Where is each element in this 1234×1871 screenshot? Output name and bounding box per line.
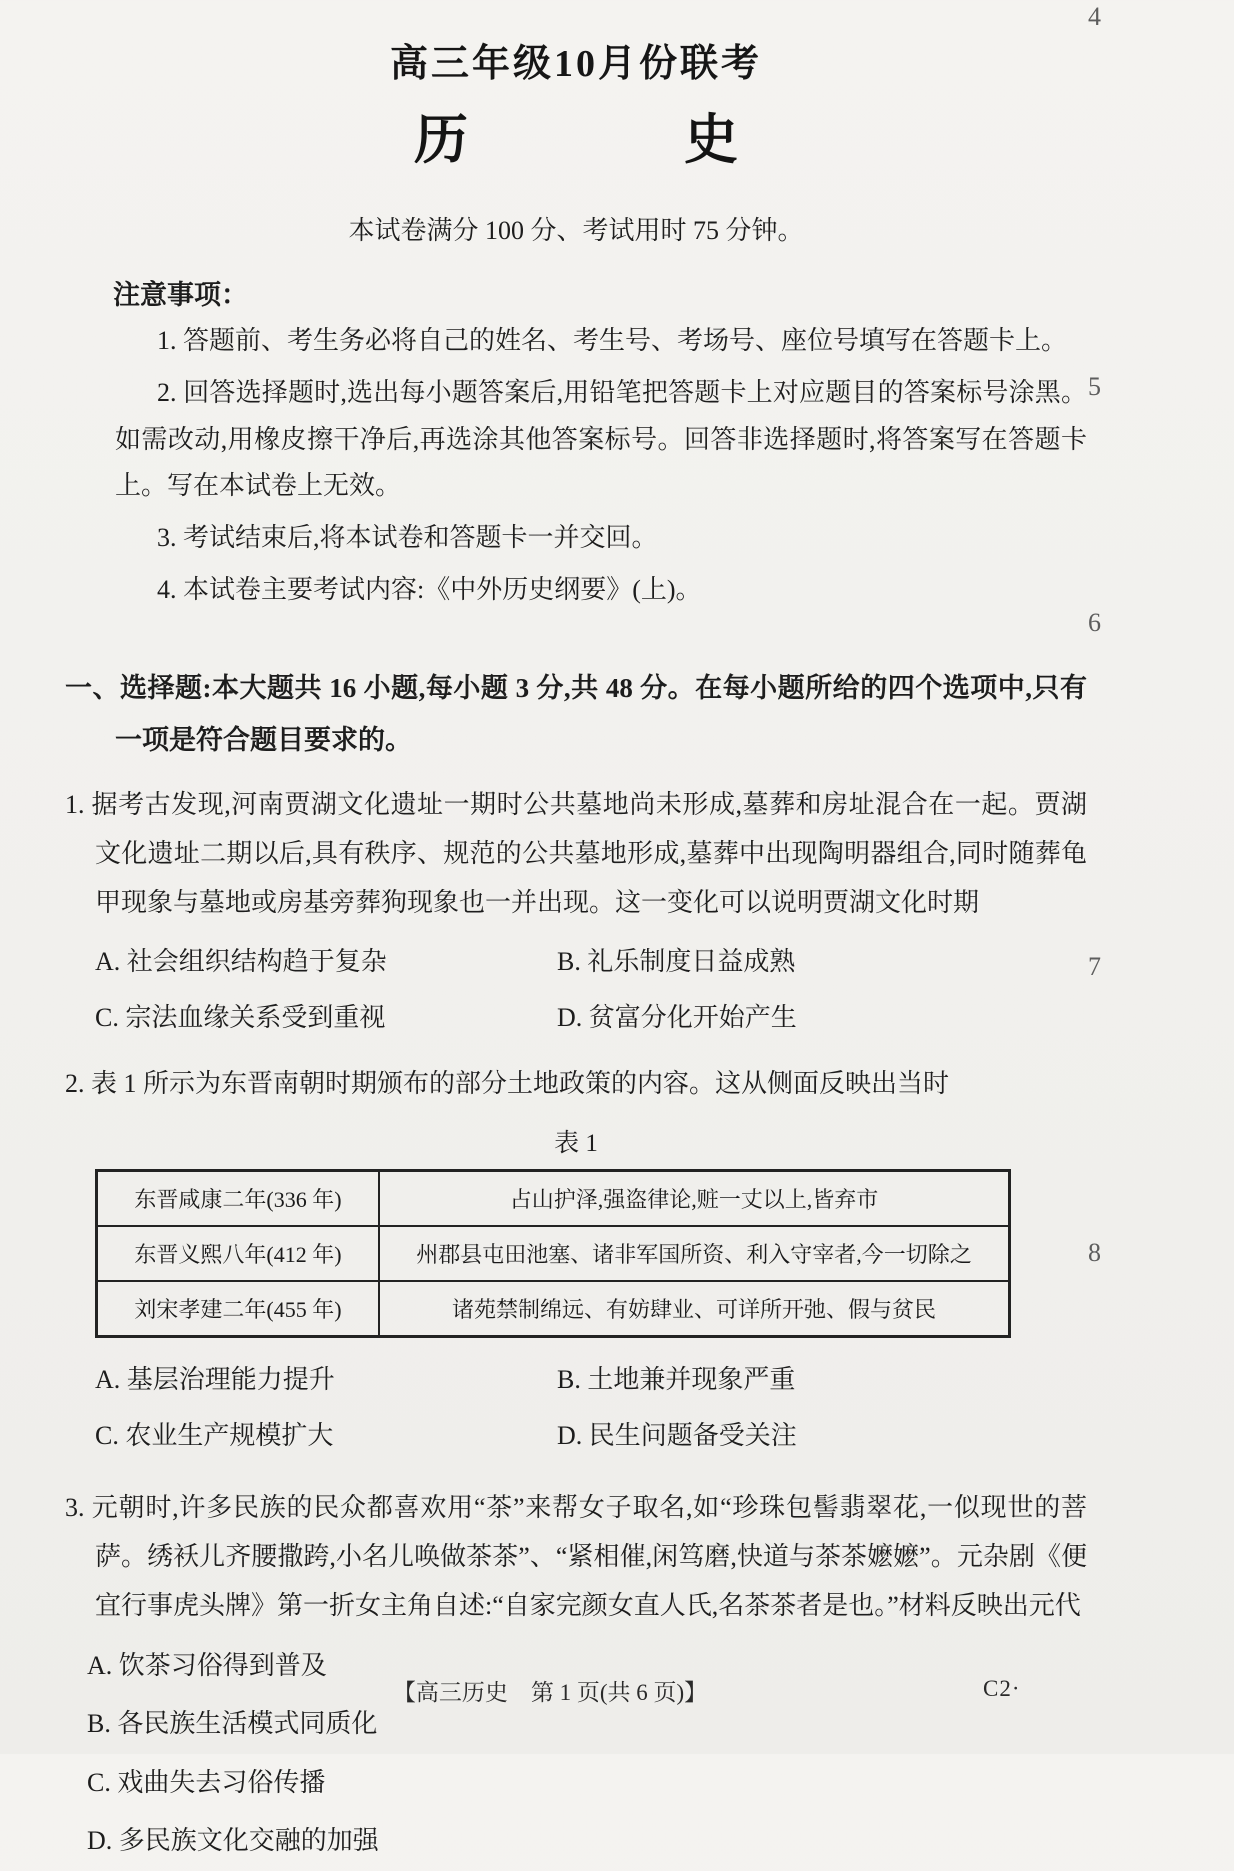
- option-b: B. 各民族生活模式同质化: [87, 1709, 378, 1739]
- option-b: B. 土地兼并现象严重: [557, 1364, 796, 1394]
- question-1: [65, 781, 1087, 1046]
- notice-item-3: 3. 考试结束后,将本试卷和答题卡一并交回。: [157, 523, 658, 553]
- notice-item-2: 2. 回答选择题时,选出每小题答案后,用铅笔把答题卡上对应题目的答案标号涂黑。如需改动,用橡皮擦干净后,再选涂其他答案标号。回答非选择题时,将答案写在答题卡上。写在本试卷上无效。: [115, 378, 1087, 500]
- page-content: [65, 0, 1087, 1871]
- option-c: C. 宗法血缘关系受到重视: [95, 1002, 386, 1032]
- option-d: D. 贫富分化开始产生: [557, 1002, 797, 1032]
- table-row: [97, 1281, 1010, 1337]
- table-cell-year: 东晋义熙八年(412 年): [97, 1226, 380, 1281]
- margin-number: 6: [1088, 608, 1101, 637]
- table-cell-year: 刘宋孝建二年(455 年): [97, 1281, 380, 1337]
- option-c: C. 戏曲失去习俗传播: [87, 1767, 326, 1797]
- question-1-text: 1. 据考古发现,河南贾湖文化遗址一期时公共墓地尚未形成,墓葬和房址混合在一起。贾湖文化遗址二期以后,具有秩序、规范的公共墓地形成,墓葬中出现陶明器组合,同时随葬龟甲现象与墓地或房基旁葬狗现象也一并出现。这一变化可以说明贾湖文化时期: [65, 789, 1087, 917]
- notice-item-4: 4. 本试卷主要考试内容:《中外历史纲要》(上)。: [157, 575, 702, 605]
- footer-page-info: 【高三历史 第 1 页(共 6 页)】: [392, 1680, 708, 1705]
- option-d: D. 多民族文化交融的加强: [87, 1826, 379, 1856]
- table-cell-policy: 州郡县屯田池塞、诸非军国所资、利入守宰者,今一切除之: [379, 1226, 1010, 1281]
- table-cell-policy: 占山护泽,强盗律论,赃一丈以上,皆弃市: [379, 1170, 1010, 1226]
- table-cell-year: 东晋咸康二年(336 年): [97, 1170, 380, 1226]
- question-3-text: 3. 元朝时,许多民族的民众都喜欢用“茶”来帮女子取名,如“珍珠包髻翡翠花,一似现世的菩萨。绣袄儿齐腰撒跨,小名儿唤做茶茶”、“紧相催,闲笃磨,快道与茶茶嬷嬷”。元杂剧《便宜行事虎头牌》第一折女主角自述:“自家完颜女直人氏,名茶茶者是也。”材料反映出元代: [65, 1493, 1087, 1620]
- option-b: B. 礼乐制度日益成熟: [557, 946, 796, 976]
- option-c: C. 农业生产规模扩大: [95, 1420, 334, 1450]
- table-1-caption: 表 1: [554, 1129, 598, 1157]
- question-2-text: 2. 表 1 所示为东晋南朝时期颁布的部分土地政策的内容。这从侧面反映出当时: [65, 1068, 950, 1098]
- option-d: D. 民生问题备受关注: [557, 1420, 797, 1450]
- option-a: A. 饮茶习俗得到普及: [87, 1650, 327, 1680]
- table-row: [97, 1226, 1010, 1281]
- table-1: [95, 1169, 1011, 1338]
- notice-item-1: 1. 答题前、考生务必将自己的姓名、考生号、考场号、座位号填写在答题卡上。: [157, 326, 1068, 355]
- table-row: [97, 1170, 1010, 1226]
- exam-info: 本试卷满分 100 分、考试用时 75 分钟。: [348, 216, 804, 245]
- section-heading: 一、选择题:本大题共 16 小题,每小题 3 分,共 48 分。在每小题所给的四个选项中,只有一项是符合题目要求的。: [65, 672, 1087, 756]
- question-2-options: [95, 1352, 1087, 1464]
- table-cell-policy: 诸苑禁制绵远、有妨肆业、可详所开弛、假与贫民: [379, 1281, 1010, 1337]
- question-1-options: [95, 934, 1087, 1046]
- subject-title: 历 史: [414, 110, 738, 170]
- margin-number: 5: [1088, 372, 1101, 401]
- question-2: [65, 1060, 1087, 1464]
- notice-heading: 注意事项：: [113, 280, 248, 310]
- margin-number: 4: [1088, 2, 1101, 31]
- option-a: A. 社会组织结构趋于复杂: [95, 946, 387, 976]
- margin-number: 7: [1088, 952, 1101, 981]
- footer-code: C2·: [983, 1676, 1021, 1701]
- exam-title: 高三年级10月份联考: [389, 43, 762, 85]
- margin-number: 8: [1088, 1238, 1101, 1267]
- option-a: A. 基层治理能力提升: [95, 1364, 335, 1394]
